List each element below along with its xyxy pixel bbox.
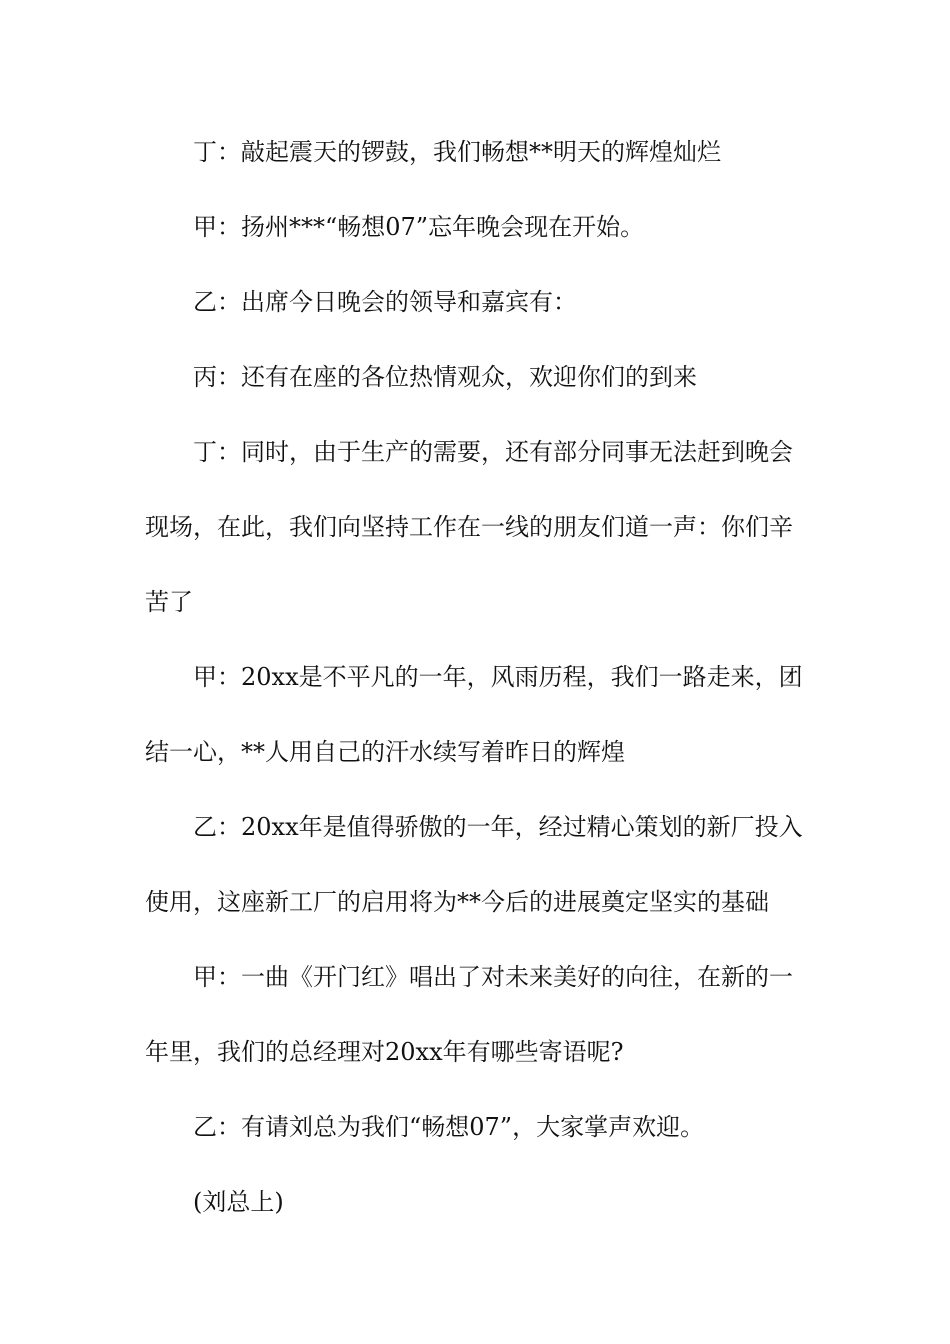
paragraph: 丁：敲起震天的锣鼓，我们畅想**明天的辉煌灿烂 [193,138,721,166]
paragraph: 乙：20xx年是值得骄傲的一年，经过精心策划的新厂投入使用，这座新工厂的启用将为**今后的进展奠定坚实的基础 [145,813,803,916]
paragraph: (刘总上) [193,1188,284,1216]
paragraph: 甲：20xx是不平凡的一年，风雨历程，我们一路走来，团结一心，**人用自己的汗水续写着昨日的辉煌 [145,663,803,766]
paragraph: 丙：还有在座的各位热情观众，欢迎你们的到来 [193,363,697,391]
paragraph: 甲：扬州***“畅想07”忘年晚会现在开始。 [193,213,645,241]
paragraph: 甲：一曲《开门红》唱出了对未来美好的向往，在新的一年里，我们的总经理对20xx年有哪些寄语呢? [145,963,793,1066]
paragraph: 丁：同时，由于生产的需要，还有部分同事无法赶到晚会现场，在此，我们向坚持工作在一线的朋友们道一声：你们辛苦了 [145,438,793,616]
paragraph: 乙：出席今日晚会的领导和嘉宾有： [193,288,577,316]
paragraph: 乙：有请刘总为我们“畅想07”，大家掌声欢迎。 [193,1113,705,1141]
